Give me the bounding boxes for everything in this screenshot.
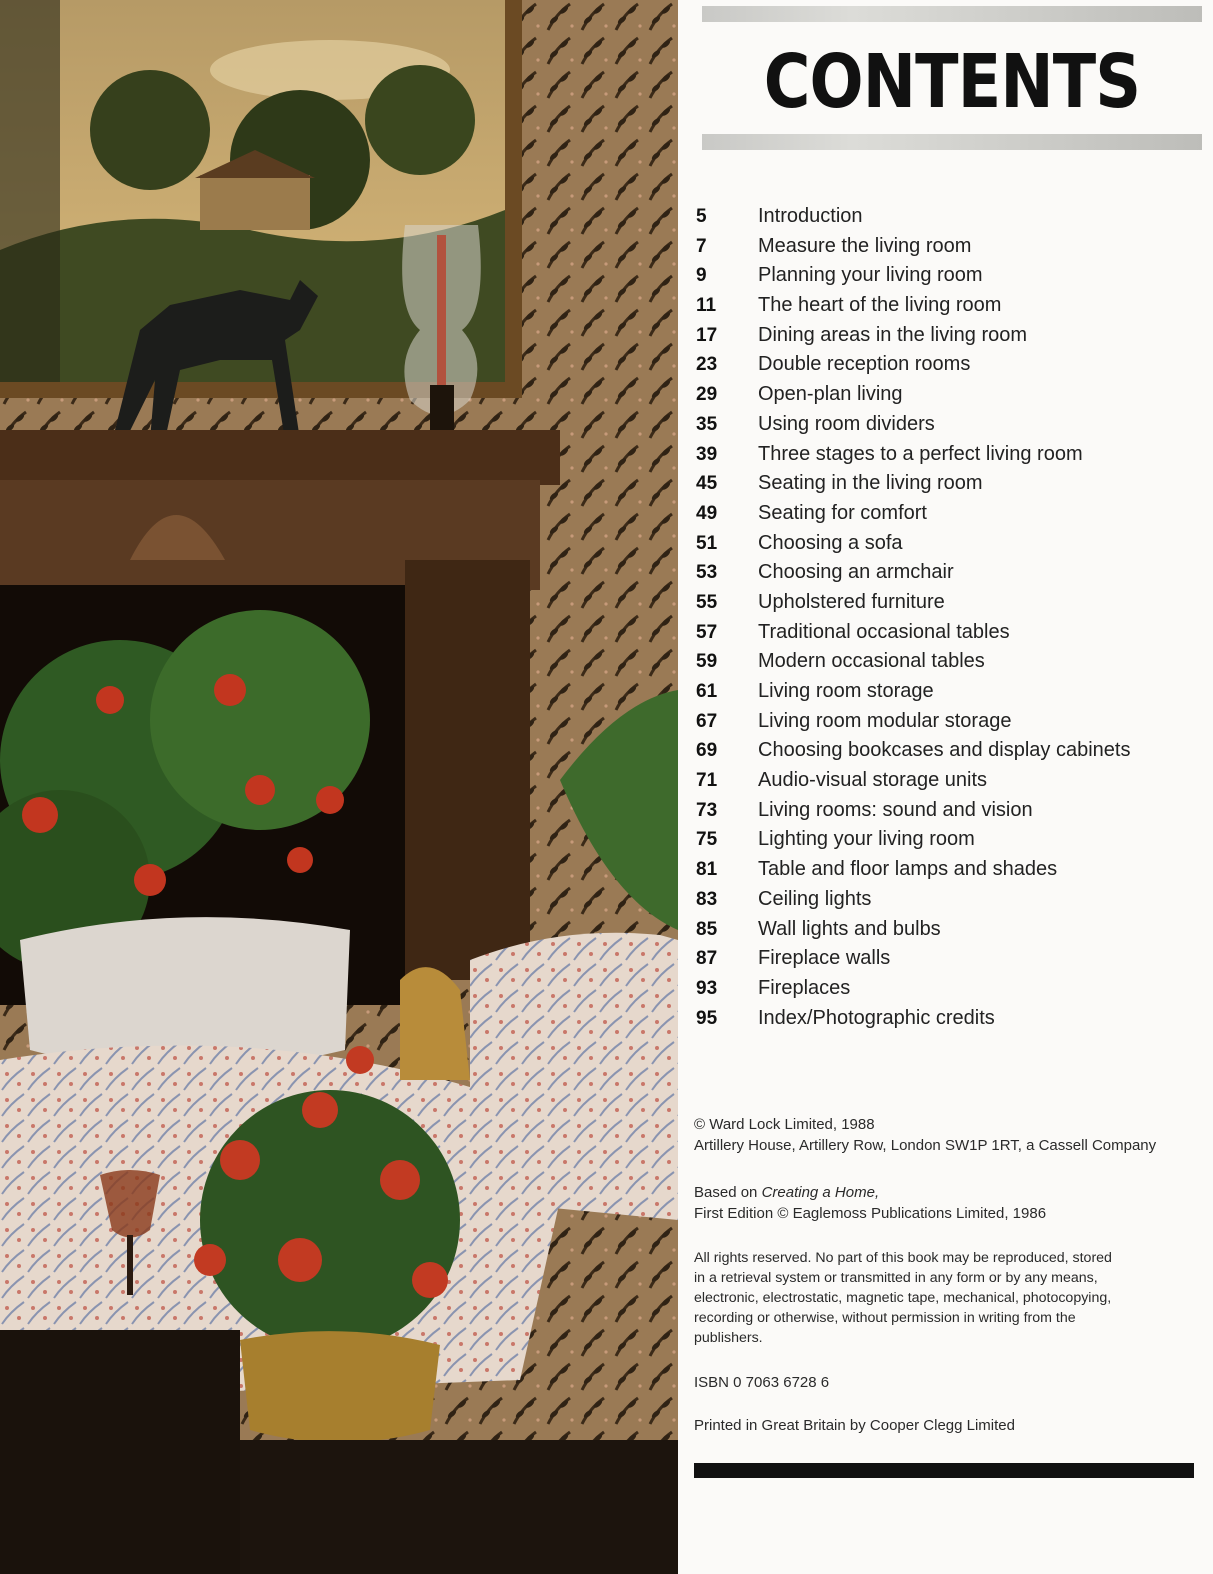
toc-title: Fireplaces	[758, 976, 851, 999]
toc-page-number: 67	[696, 710, 718, 732]
toc-page-number: 9	[696, 265, 707, 287]
toc-page-number: 69	[696, 740, 718, 762]
toc-entry	[692, 796, 1204, 826]
toc-page-number: 73	[696, 799, 718, 821]
toc-page-number: 23	[696, 354, 718, 376]
toc-page-number: 87	[696, 948, 718, 970]
rights-line: publishers.	[694, 1330, 763, 1346]
toc-title: Dining areas in the living room	[758, 323, 1028, 346]
toc-page-number: 53	[696, 562, 718, 584]
toc-title: Choosing bookcases and display cabinets	[758, 739, 1131, 762]
toc-title: Introduction	[758, 205, 863, 227]
printer-block	[694, 1415, 1209, 1436]
toc-title: Three stages to a perfect living room	[758, 442, 1083, 465]
toc-page-number: 71	[696, 770, 718, 792]
toc-page-number: 7	[696, 235, 707, 257]
toc-entry	[692, 647, 1204, 677]
copyright-block	[694, 1114, 1209, 1156]
toc-entry	[692, 410, 1204, 440]
toc-page-number: 83	[696, 888, 718, 910]
rights-line: electronic, electrostatic, magnetic tape, mechanical, photocopying,	[694, 1290, 1112, 1306]
toc-title: Seating for comfort	[758, 501, 927, 524]
toc-page-number: 11	[696, 295, 717, 317]
bottom-bar	[694, 1463, 1194, 1478]
based-on-line	[694, 1182, 1209, 1203]
toc-page-number: 95	[696, 1007, 718, 1029]
contents-column	[678, 0, 1213, 1574]
toc-entry	[692, 380, 1204, 410]
toc-title: Planning your living room	[758, 264, 983, 287]
toc-entry	[692, 915, 1204, 945]
isbn: ISBN 0 7063 6728 6	[694, 1374, 830, 1391]
toc-entry	[692, 321, 1204, 351]
toc-page-number: 57	[696, 621, 718, 643]
top-rule	[702, 6, 1202, 22]
toc-title: Living room storage	[758, 680, 934, 702]
table-of-contents	[692, 202, 1204, 1033]
toc-entry	[692, 529, 1204, 559]
toc-entry	[692, 291, 1204, 321]
toc-page-number: 5	[696, 206, 707, 227]
toc-entry	[692, 974, 1204, 1004]
toc-title: Double reception rooms	[758, 353, 971, 376]
toc-page-number: 59	[696, 651, 718, 673]
toc-title: Using room dividers	[758, 412, 935, 435]
toc-entry	[692, 855, 1204, 885]
copyright-line: © Ward Lock Limited, 1988	[694, 1116, 875, 1133]
toc-page-number: 81	[696, 859, 718, 881]
rights-line: in a retrieval system or transmitted in any form or by any means,	[694, 1270, 1098, 1286]
toc-title: Living rooms: sound and vision	[758, 798, 1033, 821]
rights-notice	[694, 1248, 1209, 1348]
toc-entry	[692, 1004, 1204, 1034]
toc-title: Upholstered furniture	[758, 590, 945, 613]
toc-title: Table and floor lamps and shades	[758, 858, 1058, 881]
toc-entry	[692, 677, 1204, 707]
toc-page-number: 85	[696, 918, 718, 940]
toc-entry	[692, 202, 1204, 232]
rights-line: All rights reserved. No part of this book may be reproduced, stored	[694, 1250, 1112, 1266]
toc-page-number: 49	[696, 502, 718, 524]
toc-title: The heart of the living room	[758, 294, 1002, 317]
first-edition-line: First Edition © Eaglemoss Publications Limited, 1986	[694, 1205, 1047, 1222]
toc-page-number: 51	[696, 532, 718, 554]
toc-entry	[692, 944, 1204, 974]
toc-page-number: 93	[696, 977, 718, 999]
toc-page-number: 75	[696, 829, 718, 851]
toc-page-number: 55	[696, 591, 718, 613]
based-on-prefix: Based on	[694, 1184, 762, 1201]
toc-entry	[692, 232, 1204, 262]
toc-title: Wall lights and bulbs	[758, 917, 941, 940]
toc-title: Choosing a sofa	[758, 531, 903, 554]
toc-title: Open-plan living	[758, 383, 903, 406]
toc-entry	[692, 736, 1204, 766]
toc-entry	[692, 558, 1204, 588]
toc-entry	[692, 885, 1204, 915]
toc-entry	[692, 499, 1204, 529]
page-title: CONTENTS	[763, 39, 1141, 125]
printer-line: Printed in Great Britain by Cooper Clegg Limited	[694, 1417, 1015, 1434]
toc-title: Index/Photographic credits	[758, 1006, 995, 1029]
toc-title: Modern occasional tables	[758, 650, 985, 673]
toc-page-number: 39	[696, 443, 718, 465]
rights-line: recording or otherwise, without permission in writing from the	[694, 1310, 1076, 1326]
toc-title: Ceiling lights	[758, 887, 872, 910]
toc-title: Audio-visual storage units	[758, 769, 988, 792]
toc-page-number: 45	[696, 473, 718, 495]
toc-page-number: 17	[696, 324, 718, 346]
toc-entry	[692, 825, 1204, 855]
toc-title: Measure the living room	[758, 234, 972, 257]
toc-entry	[692, 261, 1204, 291]
toc-title: Seating in the living room	[758, 472, 983, 495]
isbn-block	[694, 1372, 1209, 1393]
toc-title: Traditional occasional tables	[758, 620, 1010, 643]
toc-page-number: 35	[696, 413, 718, 435]
toc-title: Living room modular storage	[758, 709, 1012, 732]
toc-title: Fireplace walls	[758, 947, 891, 970]
based-on-block	[694, 1182, 1209, 1224]
toc-entry	[692, 618, 1204, 648]
toc-title: Choosing an armchair	[758, 561, 954, 584]
toc-entry	[692, 469, 1204, 499]
toc-page-number: 29	[696, 384, 718, 406]
toc-entry	[692, 707, 1204, 737]
toc-page-number: 61	[696, 681, 718, 702]
toc-entry	[692, 440, 1204, 470]
toc-entry	[692, 766, 1204, 796]
heading-rule	[702, 134, 1202, 150]
toc-title: Lighting your living room	[758, 828, 975, 851]
based-on-title: Creating a Home,	[761, 1184, 880, 1201]
publisher-address: Artillery House, Artillery Row, London SW1P 1RT, a Cassell Company	[694, 1137, 1157, 1154]
toc-entry	[692, 588, 1204, 618]
toc-entry	[692, 350, 1204, 380]
